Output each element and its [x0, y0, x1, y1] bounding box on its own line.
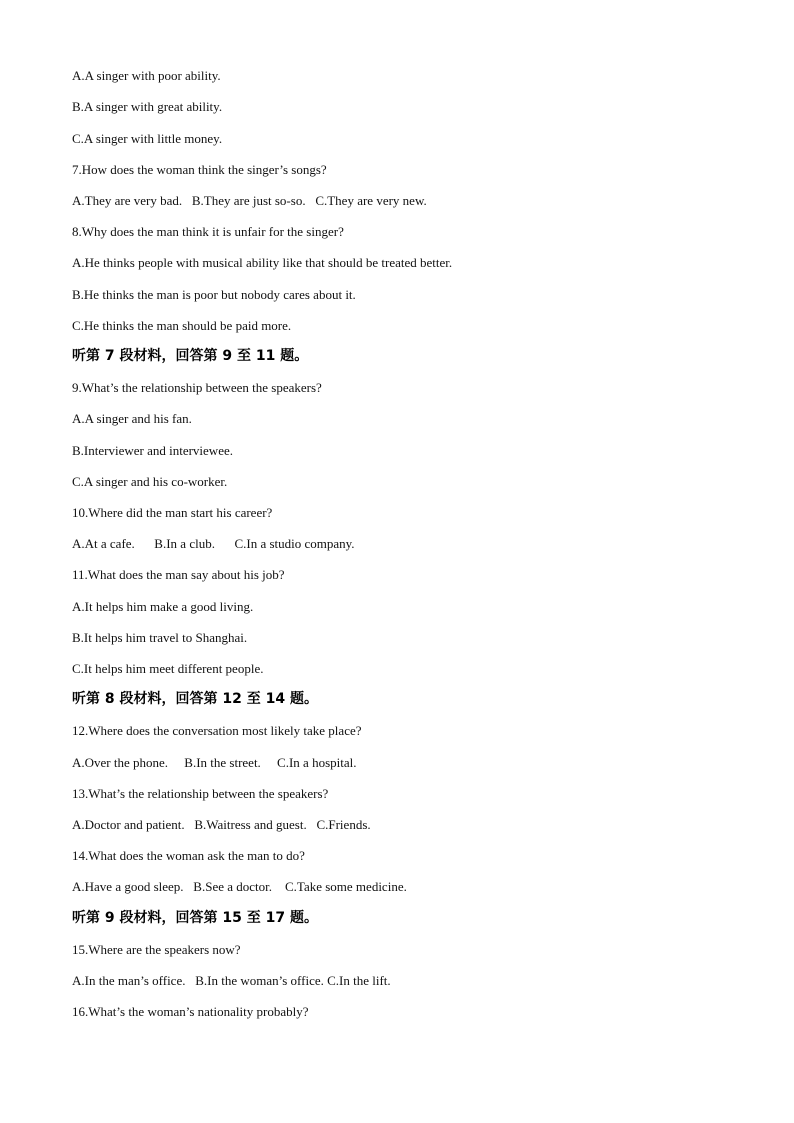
option-line: A.He thinks people with musical ability like that should be treated better. — [72, 255, 453, 270]
option-line: C.He thinks the man should be paid more. — [72, 318, 292, 333]
option-line: B.It helps him travel to Shanghai. — [72, 630, 248, 645]
question-line: 11.What does the man say about his job? — [72, 567, 285, 582]
option-line: A.It helps him make a good living. — [72, 599, 254, 614]
option-line: C.A singer and his co-worker. — [72, 474, 228, 489]
question-line: 16.What’s the woman’s nationality probably? — [72, 1004, 309, 1019]
question-line: 15.Where are the speakers now? — [72, 942, 241, 957]
question-line: 10.Where did the man start his career? — [72, 505, 273, 520]
option-line: B.He thinks the man is poor but nobody cares about it. — [72, 287, 356, 302]
option-line: A.In the man’s office. B.In the woman’s office. C.In the lift. — [72, 973, 391, 988]
question-line: 12.Where does the conversation most likely take place? — [72, 723, 362, 738]
question-line: 13.What’s the relationship between the speakers? — [72, 786, 329, 801]
option-line: A.Doctor and patient. B.Waitress and guest. C.Friends. — [72, 817, 371, 832]
section-heading: 听第 8 段材料，回答第 12 至 14 题。 — [72, 691, 318, 707]
option-line: B.A singer with great ability. — [72, 99, 223, 114]
question-line: 14.What does the woman ask the man to do? — [72, 848, 305, 863]
option-line: A.At a cafe. B.In a club. C.In a studio company. — [72, 536, 355, 551]
option-line: C.A singer with little money. — [72, 131, 223, 146]
question-line: 9.What’s the relationship between the speakers? — [72, 380, 322, 395]
section-heading: 听第 7 段材料，回答第 9 至 11 题。 — [72, 348, 309, 364]
question-line: 8.Why does the man think it is unfair for the singer? — [72, 224, 344, 239]
option-line: A.A singer and his fan. — [72, 411, 192, 426]
option-line: C.It helps him meet different people. — [72, 661, 264, 676]
section-heading: 听第 9 段材料，回答第 15 至 17 题。 — [72, 910, 318, 926]
option-line: A.Over the phone. B.In the street. C.In a hospital. — [72, 755, 357, 770]
option-line: A.A singer with poor ability. — [72, 68, 221, 83]
option-line: A.Have a good sleep. B.See a doctor. C.Take some medicine. — [72, 879, 407, 894]
option-line: A.They are very bad. B.They are just so-so. C.They are very new. — [72, 193, 427, 208]
option-line: B.Interviewer and interviewee. — [72, 443, 233, 458]
question-line: 7.How does the woman think the singer’s songs? — [72, 162, 327, 177]
